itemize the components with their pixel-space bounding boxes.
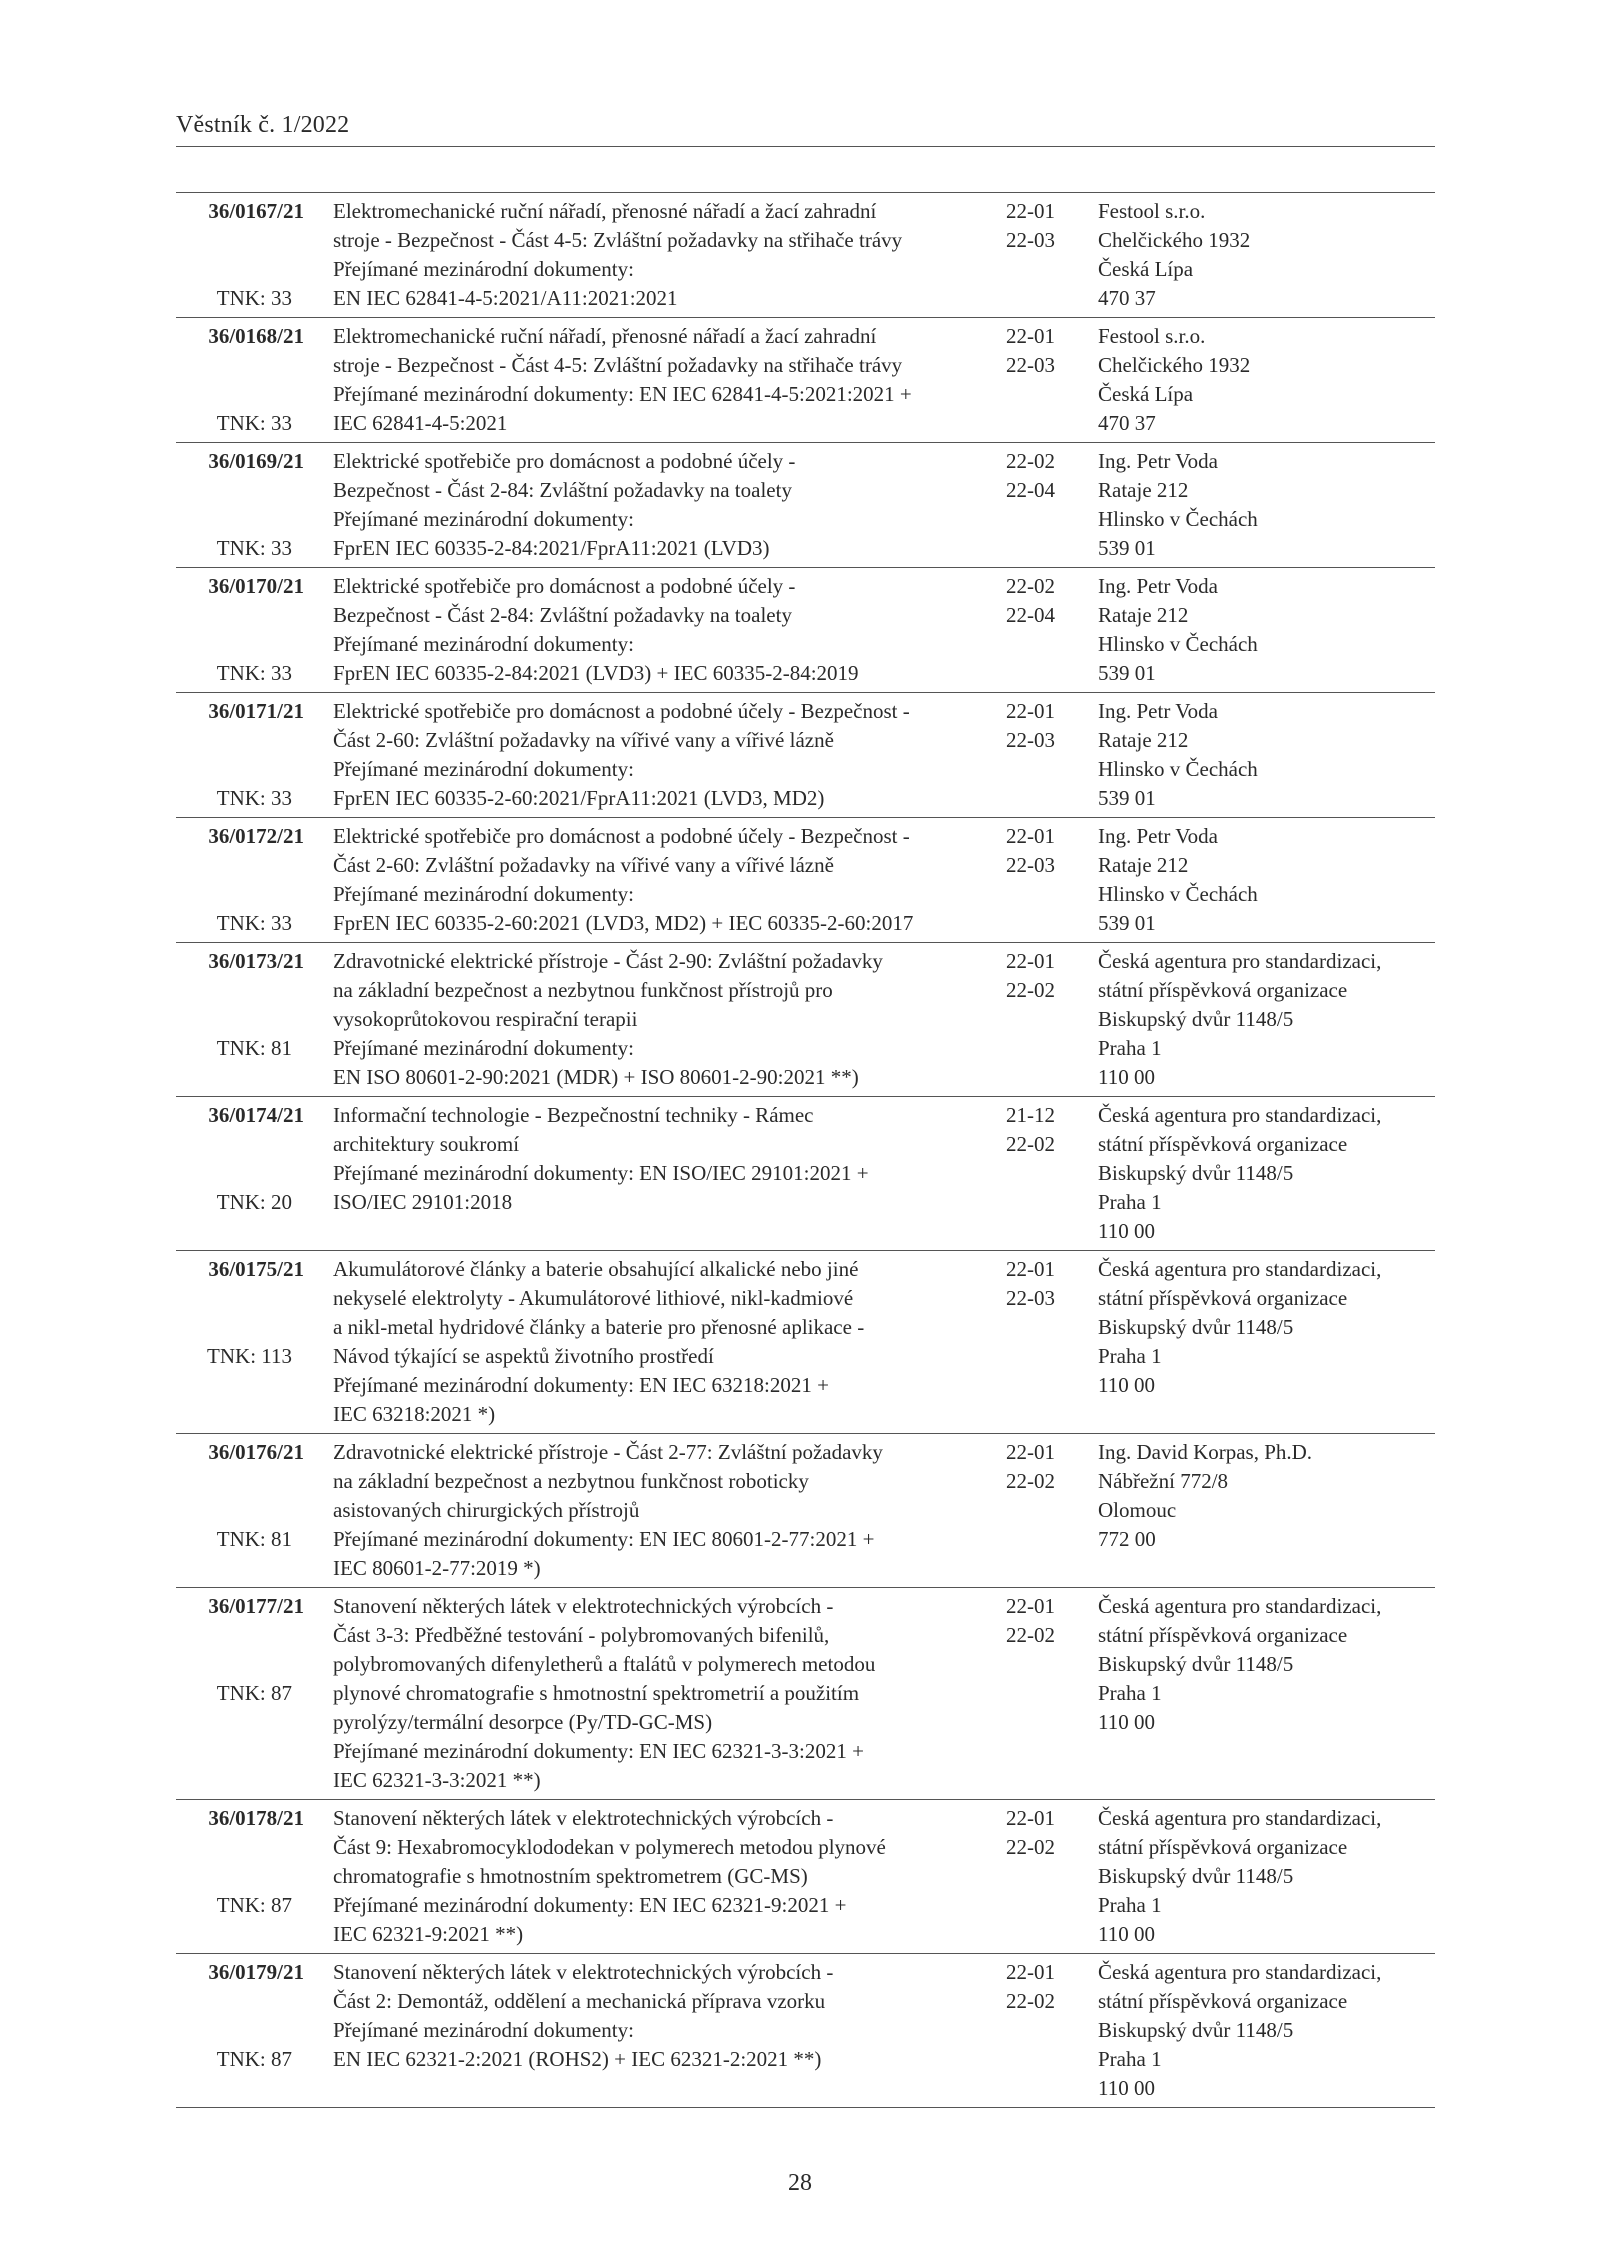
entry-address-line: Ing. Petr Voda xyxy=(1098,699,1218,723)
entry-tnk: TNK: 81 xyxy=(216,1527,292,1551)
entry-address-line: 110 00 xyxy=(1098,1065,1155,1089)
entry-date: 22-02 xyxy=(1006,1469,1055,1493)
entry-title-line: chromatografie s hmotnostním spektrometrem (GC-MS) xyxy=(333,1864,808,1888)
entry-date: 22-03 xyxy=(1006,728,1055,752)
entry-title-line: Část 3-3: Předběžné testování - polybromovaných bifenilů, xyxy=(333,1623,830,1647)
entry-address-line: Biskupský dvůr 1148/5 xyxy=(1098,1864,1294,1888)
entry-title-line: Část 2-60: Zvláštní požadavky na vířivé vany a vířivé lázně xyxy=(333,728,834,752)
entry-address-line: Česká agentura pro standardizaci, xyxy=(1098,1257,1382,1281)
entry-id: 36/0170/21 xyxy=(208,574,304,598)
entry-address-line: Ing. Petr Voda xyxy=(1098,574,1218,598)
entry-id: 36/0169/21 xyxy=(208,449,304,473)
entry-tnk: TNK: 87 xyxy=(216,1893,292,1917)
entry-date: 22-02 xyxy=(1006,1989,1055,2013)
entry-title-line: Elektrické spotřebiče pro domácnost a podobné účely - Bezpečnost - xyxy=(333,699,910,723)
entry-address xyxy=(1098,1592,1438,1737)
entry-date: 22-04 xyxy=(1006,478,1055,502)
entry-id: 36/0177/21 xyxy=(208,1594,304,1618)
entry-title-line: Stanovení některých látek v elektrotechnických výrobcích - xyxy=(333,1594,834,1618)
entry-address-line: Rataje 212 xyxy=(1098,478,1189,502)
entry-address xyxy=(1098,322,1438,438)
entry-title-line: na základní bezpečnost a nezbytnou funkčnost roboticky xyxy=(333,1469,809,1493)
table-row xyxy=(176,1800,1435,1954)
entry-address-line: Česká Lípa xyxy=(1098,382,1194,406)
table-row xyxy=(176,318,1435,443)
entry-address-line: Česká agentura pro standardizaci, xyxy=(1098,1594,1382,1618)
entry-title-line: Přejímané mezinárodní dokumenty: EN IEC 62321-9:2021 + xyxy=(333,1893,847,1917)
entry-tnk: TNK: 33 xyxy=(216,911,292,935)
entry-dates xyxy=(1006,197,1096,255)
table-row xyxy=(176,1954,1435,2108)
standards-table xyxy=(176,192,1435,2108)
entry-title xyxy=(333,1101,1013,1217)
entry-id: 36/0178/21 xyxy=(208,1806,304,1830)
entry-address xyxy=(1098,947,1438,1092)
entry-tnk: TNK: 33 xyxy=(216,286,292,310)
table-row xyxy=(176,1251,1435,1434)
entry-date: 21-12 xyxy=(1006,1103,1055,1127)
entry-title-line: na základní bezpečnost a nezbytnou funkčnost přístrojů pro xyxy=(333,978,833,1002)
entry-title-line: Přejímané mezinárodní dokumenty: EN IEC 62841-4-5:2021:2021 + xyxy=(333,382,912,406)
entry-title xyxy=(333,947,1013,1092)
entry-title-line: Přejímané mezinárodní dokumenty: xyxy=(333,2018,634,2042)
entry-title-line: asistovaných chirurgických přístrojů xyxy=(333,1498,640,1522)
entry-title-line: FprEN IEC 60335-2-84:2021 (LVD3) + IEC 60335-2-84:2019 xyxy=(333,661,859,685)
entry-date: 22-01 xyxy=(1006,699,1055,723)
entry-address-line: 539 01 xyxy=(1098,911,1156,935)
entry-dates xyxy=(1006,1101,1096,1159)
table-row xyxy=(176,943,1435,1097)
entry-title-line: Přejímané mezinárodní dokumenty: xyxy=(333,257,634,281)
entry-title-line: Přejímané mezinárodní dokumenty: EN IEC 62321-3-3:2021 + xyxy=(333,1739,864,1763)
entry-address-line: Chelčického 1932 xyxy=(1098,228,1251,252)
entry-title xyxy=(333,1438,1013,1583)
entry-address-line: Hlinsko v Čechách xyxy=(1098,882,1258,906)
entry-title xyxy=(333,697,1013,813)
entry-tnk: TNK: 20 xyxy=(216,1190,292,1214)
entry-title-line: Elektrické spotřebiče pro domácnost a podobné účely - Bezpečnost - xyxy=(333,824,910,848)
table-row xyxy=(176,1588,1435,1800)
entry-dates xyxy=(1006,697,1096,755)
entry-date: 22-01 xyxy=(1006,1960,1055,1984)
entry-address-line: Hlinsko v Čechách xyxy=(1098,507,1258,531)
table-row xyxy=(176,818,1435,943)
entry-address-line: Česká agentura pro standardizaci, xyxy=(1098,1103,1382,1127)
entry-date: 22-01 xyxy=(1006,949,1055,973)
entry-address-line: 110 00 xyxy=(1098,1710,1155,1734)
table-row xyxy=(176,193,1435,318)
entry-title-line: Část 2: Demontáž, oddělení a mechanická příprava vzorku xyxy=(333,1989,826,2013)
entry-title-line: IEC 80601-2-77:2019 *) xyxy=(333,1556,541,1580)
entry-title xyxy=(333,447,1013,563)
entry-address-line: 110 00 xyxy=(1098,1373,1155,1397)
entry-date: 22-03 xyxy=(1006,353,1055,377)
table-row xyxy=(176,1097,1435,1251)
entry-date: 22-02 xyxy=(1006,449,1055,473)
page-number: 28 xyxy=(788,2170,812,2196)
entry-address-line: Hlinsko v Čechách xyxy=(1098,757,1258,781)
entry-title-line: Stanovení některých látek v elektrotechnických výrobcích - xyxy=(333,1806,834,1830)
entry-address xyxy=(1098,822,1438,938)
entry-id: 36/0173/21 xyxy=(208,949,304,973)
entry-title-line: Elektromechanické ruční nářadí, přenosné nářadí a žací zahradní xyxy=(333,199,877,223)
entry-date: 22-02 xyxy=(1006,978,1055,1002)
entry-address xyxy=(1098,197,1438,313)
entry-address-line: Biskupský dvůr 1148/5 xyxy=(1098,1652,1294,1676)
entry-tnk: TNK: 33 xyxy=(216,536,292,560)
table-row xyxy=(176,568,1435,693)
entry-title xyxy=(333,322,1013,438)
entry-title xyxy=(333,1592,1013,1795)
table-row xyxy=(176,443,1435,568)
entry-title xyxy=(333,1255,1013,1429)
entry-title-line: FprEN IEC 60335-2-84:2021/FprA11:2021 (LVD3) xyxy=(333,536,770,560)
entry-title-line: EN IEC 62321-2:2021 (ROHS2) + IEC 62321-2:2021 **) xyxy=(333,2047,822,2071)
entry-tnk: TNK: 87 xyxy=(216,2047,292,2071)
entry-dates xyxy=(1006,1255,1096,1313)
entry-title-line: architektury soukromí xyxy=(333,1132,520,1156)
entry-title-line: stroje - Bezpečnost - Část 4-5: Zvláštní požadavky na střihače trávy xyxy=(333,228,903,252)
entry-title-line: Bezpečnost - Část 2-84: Zvláštní požadavky na toalety xyxy=(333,478,792,502)
entry-id: 36/0175/21 xyxy=(208,1257,304,1281)
entry-title-line: Přejímané mezinárodní dokumenty: xyxy=(333,882,634,906)
entry-title xyxy=(333,1804,1013,1949)
entry-title-line: Zdravotnické elektrické přístroje - Část 2-90: Zvláštní požadavky xyxy=(333,949,883,973)
entry-title-line: Přejímané mezinárodní dokumenty: EN ISO/IEC 29101:2021 + xyxy=(333,1161,869,1185)
entry-date: 22-04 xyxy=(1006,603,1055,627)
entry-date: 22-03 xyxy=(1006,228,1055,252)
entry-dates xyxy=(1006,1592,1096,1650)
entry-title-line: Stanovení některých látek v elektrotechnických výrobcích - xyxy=(333,1960,834,1984)
table-row xyxy=(176,1434,1435,1588)
entry-title-line: Přejímané mezinárodní dokumenty: EN IEC 63218:2021 + xyxy=(333,1373,829,1397)
entry-tnk: TNK: 87 xyxy=(216,1681,292,1705)
entry-title-line: FprEN IEC 60335-2-60:2021 (LVD3, MD2) + IEC 60335-2-60:2017 xyxy=(333,911,914,935)
entry-title-line: Bezpečnost - Část 2-84: Zvláštní požadavky na toalety xyxy=(333,603,792,627)
entry-date: 22-01 xyxy=(1006,1594,1055,1618)
entry-title-line: stroje - Bezpečnost - Část 4-5: Zvláštní požadavky na střihače trávy xyxy=(333,353,903,377)
entry-dates xyxy=(1006,1958,1096,2016)
entry-title-line: IEC 62321-3-3:2021 **) xyxy=(333,1768,541,1792)
entry-dates xyxy=(1006,1804,1096,1862)
entry-title-line: Přejímané mezinárodní dokumenty: xyxy=(333,1036,634,1060)
entry-address xyxy=(1098,572,1438,688)
entry-title-line: Akumulátorové články a baterie obsahující alkalické nebo jiné xyxy=(333,1257,859,1281)
entry-date: 22-02 xyxy=(1006,574,1055,598)
entry-dates xyxy=(1006,322,1096,380)
entry-address-line: 539 01 xyxy=(1098,536,1156,560)
entry-date: 22-03 xyxy=(1006,853,1055,877)
entry-address xyxy=(1098,447,1438,563)
entry-title-line: Zdravotnické elektrické přístroje - Část 2-77: Zvláštní požadavky xyxy=(333,1440,883,1464)
entry-title-line: EN ISO 80601-2-90:2021 (MDR) + ISO 80601-2-90:2021 **) xyxy=(333,1065,859,1089)
entry-title-line: EN IEC 62841-4-5:2021/A11:2021:2021 xyxy=(333,286,678,310)
entry-address-line: Praha 1 xyxy=(1098,1190,1162,1214)
entry-address-line: Rataje 212 xyxy=(1098,603,1189,627)
entry-title-line: Přejímané mezinárodní dokumenty: xyxy=(333,757,634,781)
entry-address-line: Česká agentura pro standardizaci, xyxy=(1098,1806,1382,1830)
entry-address-line: Praha 1 xyxy=(1098,1344,1162,1368)
entry-address-line: státní příspěvková organizace xyxy=(1098,1989,1348,2013)
entry-address-line: Biskupský dvůr 1148/5 xyxy=(1098,2018,1294,2042)
entry-address-line: 470 37 xyxy=(1098,286,1156,310)
entry-address-line: Česká agentura pro standardizaci, xyxy=(1098,1960,1382,1984)
entry-address-line: státní příspěvková organizace xyxy=(1098,1835,1348,1859)
entry-id: 36/0171/21 xyxy=(208,699,304,723)
entry-title-line: plynové chromatografie s hmotnostní spektrometrií a použitím xyxy=(333,1681,860,1705)
entry-address-line: Praha 1 xyxy=(1098,1893,1162,1917)
entry-id: 36/0179/21 xyxy=(208,1960,304,1984)
entry-address-line: 772 00 xyxy=(1098,1527,1156,1551)
entry-tnk: TNK: 33 xyxy=(216,661,292,685)
entry-title-line: ISO/IEC 29101:2018 xyxy=(333,1190,513,1214)
entry-dates xyxy=(1006,947,1096,1005)
entry-address-line: státní příspěvková organizace xyxy=(1098,1286,1348,1310)
entry-address-line: Ing. David Korpas, Ph.D. xyxy=(1098,1440,1313,1464)
entry-address xyxy=(1098,1958,1438,2103)
entry-tnk: TNK: 33 xyxy=(216,411,292,435)
entry-title-line: Přejímané mezinárodní dokumenty: xyxy=(333,632,634,656)
entry-address-line: státní příspěvková organizace xyxy=(1098,1132,1348,1156)
entry-address-line: Hlinsko v Čechách xyxy=(1098,632,1258,656)
header-rule xyxy=(176,146,1435,147)
entry-address-line: 470 37 xyxy=(1098,411,1156,435)
entry-address-line: Rataje 212 xyxy=(1098,853,1189,877)
entry-address xyxy=(1098,697,1438,813)
entry-address-line: 110 00 xyxy=(1098,2076,1155,2100)
entry-id: 36/0174/21 xyxy=(208,1103,304,1127)
entry-title-line: Elektrické spotřebiče pro domácnost a podobné účely - xyxy=(333,449,796,473)
entry-address-line: Biskupský dvůr 1148/5 xyxy=(1098,1315,1294,1339)
entry-address-line: 110 00 xyxy=(1098,1219,1155,1243)
entry-dates xyxy=(1006,1438,1096,1496)
entry-title xyxy=(333,197,1013,313)
entry-title-line: a nikl-metal hydridové články a baterie pro přenosné aplikace - xyxy=(333,1315,865,1339)
entry-address-line: 539 01 xyxy=(1098,786,1156,810)
entry-title-line: vysokoprůtokovou respirační terapii xyxy=(333,1007,638,1031)
entry-address-line: státní příspěvková organizace xyxy=(1098,978,1348,1002)
entry-address-line: Česká agentura pro standardizaci, xyxy=(1098,949,1382,973)
entry-address-line: Praha 1 xyxy=(1098,1036,1162,1060)
entry-title-line: Elektrické spotřebiče pro domácnost a podobné účely - xyxy=(333,574,796,598)
entry-id: 36/0168/21 xyxy=(208,324,304,348)
entry-address-line: 110 00 xyxy=(1098,1922,1155,1946)
entry-id: 36/0172/21 xyxy=(208,824,304,848)
entry-address-line: Praha 1 xyxy=(1098,2047,1162,2071)
entry-address-line: Chelčického 1932 xyxy=(1098,353,1251,377)
entry-title-line: Část 9: Hexabromocyklododekan v polymerech metodou plynové xyxy=(333,1835,886,1859)
entry-dates xyxy=(1006,822,1096,880)
entry-title-line: Přejímané mezinárodní dokumenty: xyxy=(333,507,634,531)
entry-dates xyxy=(1006,447,1096,505)
entry-address-line: Ing. Petr Voda xyxy=(1098,824,1218,848)
entry-date: 22-01 xyxy=(1006,824,1055,848)
entry-date: 22-02 xyxy=(1006,1835,1055,1859)
entry-dates xyxy=(1006,572,1096,630)
entry-address-line: Olomouc xyxy=(1098,1498,1177,1522)
entry-title xyxy=(333,822,1013,938)
entry-address-line: Festool s.r.o. xyxy=(1098,199,1206,223)
entry-tnk: TNK: 113 xyxy=(207,1344,292,1368)
entry-tnk: TNK: 33 xyxy=(216,786,292,810)
entry-title-line: IEC 62841-4-5:2021 xyxy=(333,411,508,435)
entry-title-line: IEC 62321-9:2021 **) xyxy=(333,1922,524,1946)
entry-address-line: státní příspěvková organizace xyxy=(1098,1623,1348,1647)
entry-title-line: pyrolýzy/termální desorpce (Py/TD-GC-MS) xyxy=(333,1710,713,1734)
entry-address xyxy=(1098,1438,1438,1554)
entry-date: 22-02 xyxy=(1006,1132,1055,1156)
entry-id: 36/0176/21 xyxy=(208,1440,304,1464)
entry-title xyxy=(333,572,1013,688)
entry-date: 22-01 xyxy=(1006,324,1055,348)
entry-address-line: Festool s.r.o. xyxy=(1098,324,1206,348)
entry-title-line: Návod týkající se aspektů životního prostředí xyxy=(333,1344,714,1368)
entry-title-line: Elektromechanické ruční nářadí, přenosné nářadí a žací zahradní xyxy=(333,324,877,348)
entry-title-line: Informační technologie - Bezpečnostní techniky - Rámec xyxy=(333,1103,814,1127)
entry-date: 22-01 xyxy=(1006,1806,1055,1830)
entry-title xyxy=(333,1958,1013,2074)
entry-title-line: IEC 63218:2021 *) xyxy=(333,1402,496,1426)
entry-date: 22-01 xyxy=(1006,1440,1055,1464)
page-header: Věstník č. 1/2022 xyxy=(176,112,350,138)
entry-address-line: Nábřežní 772/8 xyxy=(1098,1469,1229,1493)
entry-title-line: polybromovaných difenyletherů a ftalátů v polymerech metodou xyxy=(333,1652,876,1676)
entry-date: 22-01 xyxy=(1006,1257,1055,1281)
entry-address-line: 539 01 xyxy=(1098,661,1156,685)
table-row xyxy=(176,693,1435,818)
entry-address-line: Česká Lípa xyxy=(1098,257,1194,281)
entry-address-line: Biskupský dvůr 1148/5 xyxy=(1098,1161,1294,1185)
entry-address-line: Ing. Petr Voda xyxy=(1098,449,1218,473)
entry-address xyxy=(1098,1101,1438,1246)
entry-title-line: FprEN IEC 60335-2-60:2021/FprA11:2021 (LVD3, MD2) xyxy=(333,786,825,810)
entry-id: 36/0167/21 xyxy=(208,199,304,223)
entry-address xyxy=(1098,1255,1438,1400)
entry-date: 22-02 xyxy=(1006,1623,1055,1647)
entry-address-line: Praha 1 xyxy=(1098,1681,1162,1705)
entry-date: 22-03 xyxy=(1006,1286,1055,1310)
entry-date: 22-01 xyxy=(1006,199,1055,223)
entry-address xyxy=(1098,1804,1438,1949)
entry-title-line: Část 2-60: Zvláštní požadavky na vířivé vany a vířivé lázně xyxy=(333,853,834,877)
entry-title-line: Přejímané mezinárodní dokumenty: EN IEC 80601-2-77:2021 + xyxy=(333,1527,875,1551)
entry-title-line: nekyselé elektrolyty - Akumulátorové lithiové, nikl-kadmiové xyxy=(333,1286,854,1310)
entry-address-line: Biskupský dvůr 1148/5 xyxy=(1098,1007,1294,1031)
entry-tnk: TNK: 81 xyxy=(216,1036,292,1060)
entry-address-line: Rataje 212 xyxy=(1098,728,1189,752)
